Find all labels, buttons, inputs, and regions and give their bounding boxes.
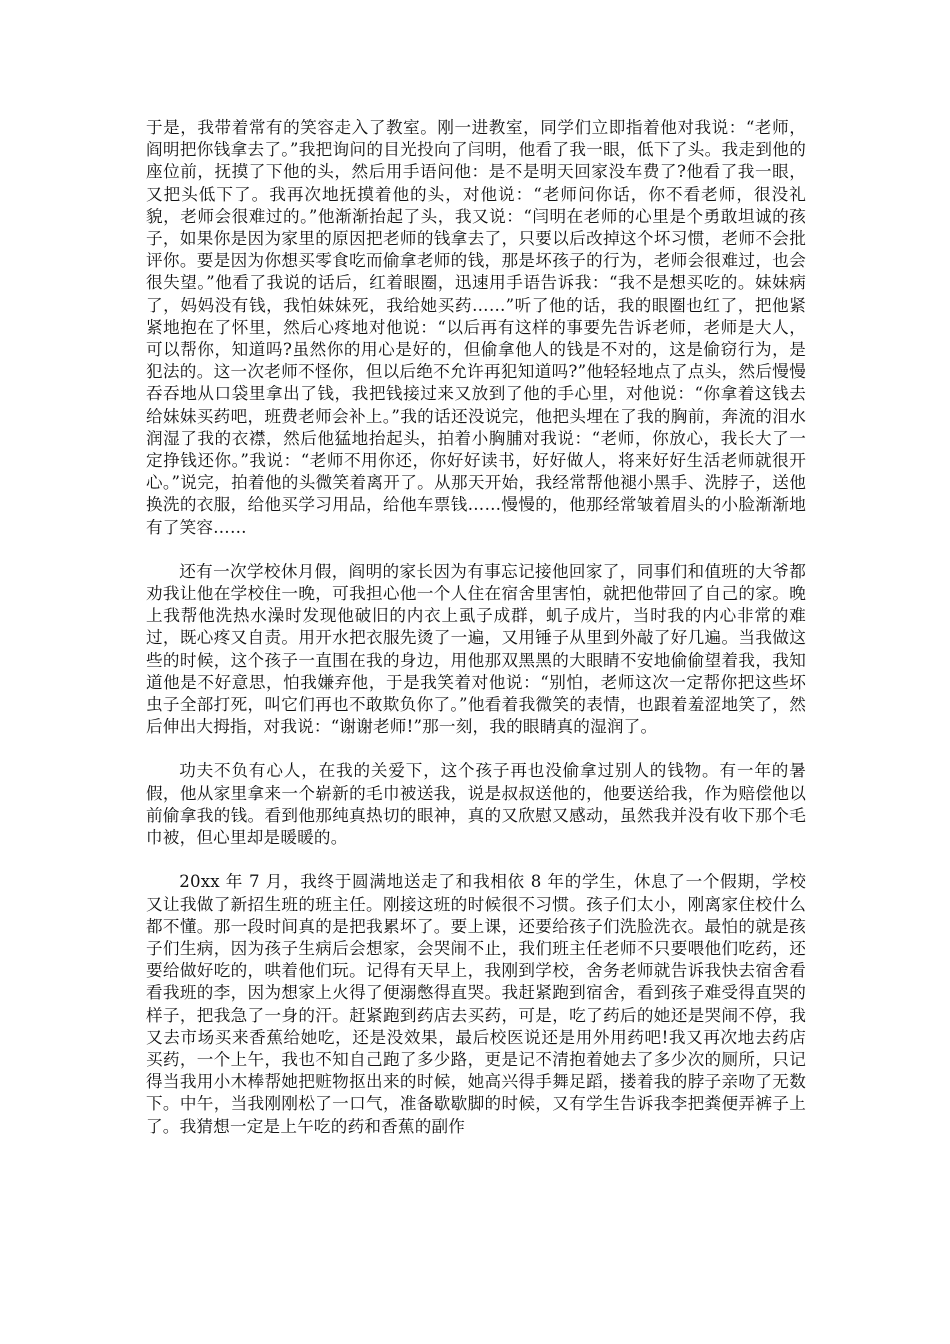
- paragraph-3: 功夫不负有心人，在我的关爱下，这个孩子再也没偷拿过别人的钱物。有一年的暑假，他从家里拿来一个崭新的毛巾被送我，说是叔叔送他的，他要送给我，作为赔偿他以前偷拿我的钱。看到他那纯真热切的眼神，真的又欣慰又感动，虽然我并没有收下那个毛巾被，但心里却是暖暖的。: [146, 761, 806, 848]
- paragraph-1: 于是，我带着常有的笑容走入了教室。刚一进教室，同学们立即指着他对我说：“老师，阎明把你钱拿去了。”我把询问的目光投向了闫明，他看了我一眼，低下了头。我走到他的座位前，抚摸了下他的头，然后用手语问他：是不是明天回家没车费了?他看了我一眼，又把头低下了。我再次地抚摸着他的头，对他说：“老师问你话，你不看老师，很没礼貌，老师会很难过的。”他渐渐抬起了头，我又说：“闫明在老师的心里是个勇敢坦诚的孩子，如果你是因为家里的原因把老师的钱拿去了，只要以后改掉这个坏习惯，老师不会批评你。要是因为你想买零食吃而偷拿老师的钱，那是坏孩子的行为，老师会很难过，也会很失望。”他看了我说的话后，红着眼圈，迅速用手语告诉我：“我不是想买吃的。妹妹病了，妈妈没有钱，我怕妹妹死，我给她买药……”听了他的话，我的眼圈也红了，把他紧紧地抱在了怀里，然后心疼地对他说：“以后再有这样的事要先告诉老师，老师是大人，可以帮你，知道吗?虽然你的用心是好的，但偷拿他人的钱是不对的，这是偷窃行为，是犯法的。这一次老师不怪你，但以后绝不允许再犯知道吗?”他轻轻地点了点头，然后慢慢吞吞地从口袋里拿出了钱，我把钱接过来又放到了他的手心里，对他说：“你拿着这钱去给妹妹买药吧，班费老师会补上。”我的话还没说完，他把头埋在了我的胸前，奔流的泪水润湿了我的衣襟，然后他猛地抬起头，拍着小胸脯对我说：“老师，你放心，我长大了一定挣钱还你。”我说：“老师不用你还，你好好读书，好好做人，将来好好生活老师就很开心。”说完，拍着他的头微笑着离开了。从那天开始，我经常帮他褪小黑手、洗脖子，送他换洗的衣服，给他买学习用品，给他车票钱……慢慢的，他那经常皱着眉头的小脸渐渐地有了笑容……: [146, 118, 806, 537]
- paragraph-2: 还有一次学校休月假，阎明的家长因为有事忘记接他回家了，同事们和值班的大爷都劝我让他在学校住一晚，可我担心他一个人住在宿舍里害怕，就把他带回了自己的家。晚上我帮他洗热水澡时发现他破旧的内衣上虱子成群，虮子成片，当时我的内心非常的难过，既心疼又自责。用开水把衣服先烫了一遍，又用锤子从里到外敲了好几遍。当我做这些的时候，这个孩子一直围在我的身边，用他那双黑黑的大眼睛不安地偷偷望着我，我知道他是不好意思，怕我嫌弃他，于是我笑着对他说：“别怕，老师这次一定帮你把这些坏虫子全部打死，叫它们再也不敢欺负你了。”他看着我微笑的表情，也跟着羞涩地笑了，然后伸出大拇指，对我说：“谢谢老师!”那一刻，我的眼睛真的湿润了。: [146, 561, 806, 737]
- document-body: [146, 117, 806, 1160]
- paragraph-4: 20xx 年 7 月，我终于圆满地送走了和我相依 8 年的学生，休息了一个假期，学校又让我做了新招生班的班主任。刚接这班的时候很不习惯。孩子们太小，刚离家住校什么都不懂。那一段时间真的是把我累坏了。要上课，还要给孩子们洗脸洗衣。最怕的就是孩子们生病，因为孩子生病后会想家，会哭闹不止，我们班主任老师不只要喂他们吃药，还要给做好吃的，哄着他们玩。记得有天早上，我刚到学校，舍务老师就告诉我快去宿舍看看我班的李，因为想家上火得了便溺憋得直哭。我赶紧跑到宿舍，看到孩子难受得直哭的样子，把我急了一身的汗。赶紧跑到药店去买药，可是，吃了药后的她还是哭闹不停，我又去市场买来香蕉给她吃，还是没效果，最后校医说还是用外用药吧!我又再次地去药店买药，一个上午，我也不知自己跑了多少路，更是记不清抱着她去了多少次的厕所，只记得当我用小木棒帮她把赃物抠出来的时候，她高兴得手舞足蹈，搂着我的脖子亲吻了无数下。中午，当我刚刚松了一口气，准备歇歇脚的时候，又有学生告诉我李把粪便弄裤子上了。我猜想一定是上午吃的药和香蕉的副作: [146, 872, 806, 1136]
